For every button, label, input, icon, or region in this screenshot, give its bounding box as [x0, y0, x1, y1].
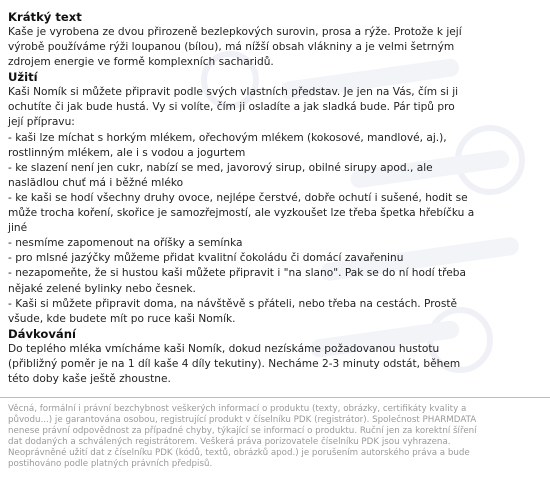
disclaimer-divider	[0, 397, 550, 398]
text-line: nějaké zelené bylinky nebo česnek.	[8, 282, 196, 295]
disclaimer-line: postihováno podle platných právních předpisů.	[8, 459, 213, 470]
text-line: všude, kde budete mít po ruce kaši Nomík.	[8, 312, 236, 325]
text-line: - nesmíme zapomenout na oříšky a semínka	[8, 237, 243, 250]
section-short-text	[8, 10, 548, 70]
text-line: - ke slazení není jen cukr, nabízí se med, javorový sirup, obilné sirupy apod., ale	[8, 161, 433, 174]
text-line: rostlinným mlékem, ale i s vodou a jogurtem	[8, 146, 246, 159]
section-title-dosage: Dávkování	[8, 326, 76, 341]
section-usage	[8, 70, 548, 327]
section-body-usage	[8, 85, 548, 327]
text-line: - pro mlsné jazýčky můžeme přidat kvalitní čokoládu či domácí zavařeninu	[8, 252, 404, 265]
text-line: ochutíte či jak bude hustá. Vy si volíte, čím ji osladíte a jak sladká bude. Pár tipů pro	[8, 101, 455, 114]
text-line: (přibližný poměr je na 1 díl kaše 4 díly tekutiny). Necháme 2-3 minuty odstát, během	[8, 357, 461, 370]
section-body-short-text	[8, 25, 548, 70]
text-line: Kaši Nomík si můžete připravit podle svých vlastních představ. Je jen na Vás, čím si ji	[8, 86, 459, 99]
product-text-content	[8, 10, 548, 387]
text-line: - ke kaši se hodí všechny druhy ovoce, nejlépe čerstvé, dobře ochutí i sušené, hodit se	[8, 191, 468, 204]
disclaimer-line: Neoprávněné užití dat z číselníku PDK (kódů, textů, obrázků apod.) je porušením autorského práva a bude	[8, 448, 470, 459]
section-title-usage: Užití	[8, 70, 38, 85]
text-line: její přípravu:	[8, 116, 75, 129]
text-line: výrobě používáme rýži loupanou (bílou), má nížší obsah vlákniny a je velmi šetrným	[8, 41, 455, 54]
disclaimer-line: Věcná, formální i právní bezchybnost veškerých informací o produktu (texty, obrázky, certifikáty kvality a	[8, 404, 467, 414]
text-line: Kaše je vyrobena ze dvou přirozeně bezlepkových surovin, prosa a rýže. Protože k její	[8, 26, 462, 38]
text-line: této doby kaše ještě zhoustne.	[8, 372, 171, 385]
section-title-short-text: Krátký text	[8, 10, 82, 24]
text-line: jiné	[8, 222, 28, 235]
section-dosage	[8, 327, 548, 387]
text-line: - kaši lze míchat s horkým mlékem, ořechovým mlékem (kokosové, mandlové, aj.),	[8, 131, 447, 144]
text-line: Do teplého mléka vmícháme kaši Nomík, dokud nezískáme požadovanou hustotu	[8, 342, 440, 355]
text-line: může trocha koření, skořice je samozřejmostí, ale vyzkoušet lze třeba špetka hřebíčku a	[8, 207, 475, 220]
section-body-dosage	[8, 342, 548, 387]
text-line: - nezapomeňte, že si hustou kaši můžete připravit i "na slano". Pak se do ní hodí třeba	[8, 267, 466, 280]
legal-disclaimer	[8, 404, 550, 471]
text-line: - Kaši si můžete připravit doma, na návštěvě s přáteli, nebo třeba na cestách. Prostě	[8, 297, 458, 310]
disclaimer-line: původu...) je garantována osobou, registrující produkt v číselníku PDK (registrátor). Společnost PHARMDATA	[8, 415, 477, 426]
text-line: zdrojem energie ve formě komplexních sacharidů.	[8, 56, 274, 69]
text-line: naslădlou chuť má i běžné mléko	[8, 176, 184, 189]
disclaimer-line: nenese právní odpovědnost za případné chyby, týkající se informací o produktu. Ruční jen za korektní šíření	[8, 426, 477, 437]
disclaimer-line: dat dodaných a schválených registrátorem. Veškerá práva porizovatele číselníku PDK jsou vyhrazena.	[8, 437, 451, 448]
